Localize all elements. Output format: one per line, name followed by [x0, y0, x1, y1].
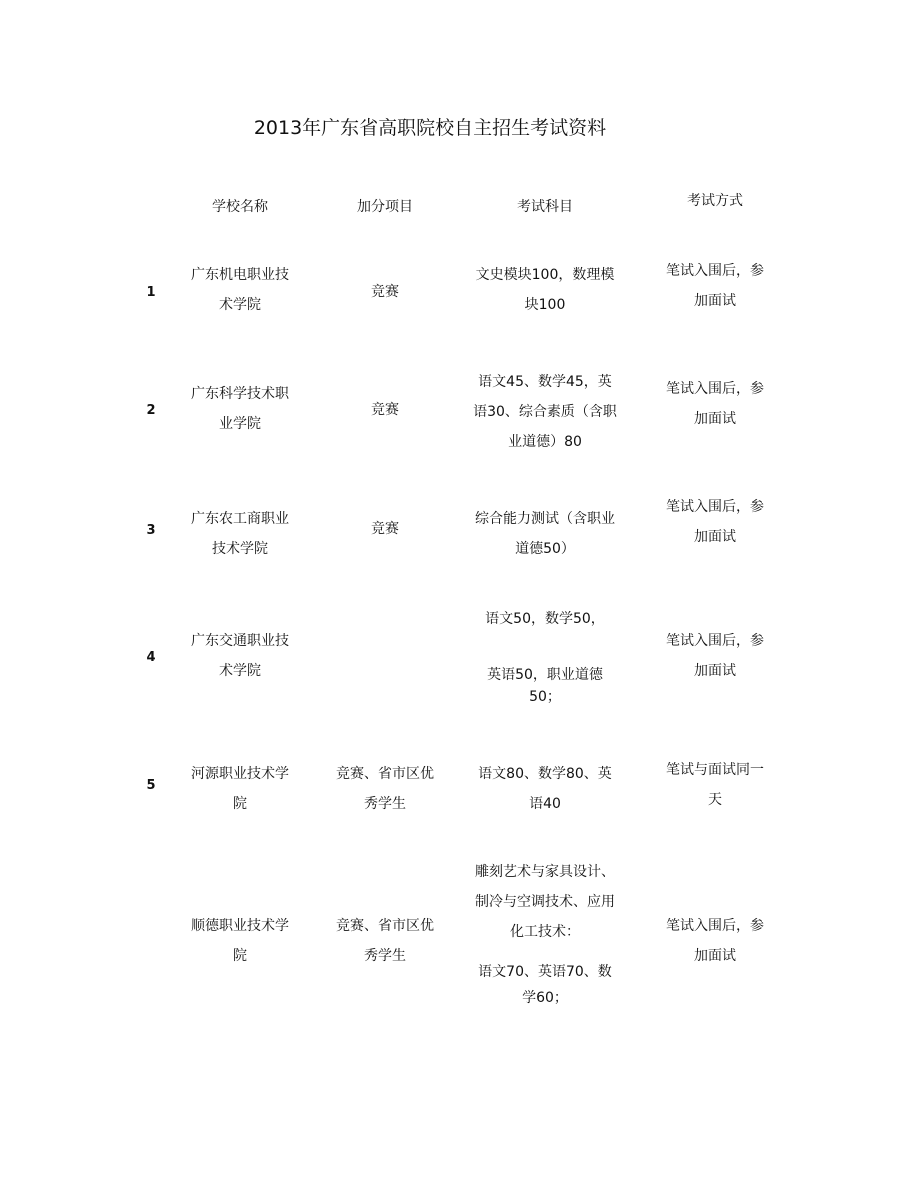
school-name — [175, 759, 305, 819]
school-line: 技术学院 — [212, 541, 268, 557]
subject-line: 学60； — [522, 990, 568, 1006]
school-line: 业学院 — [219, 416, 261, 432]
subject-line: 道德50） — [515, 541, 575, 557]
school-line: 广东机电职业技 — [191, 267, 289, 283]
school-line: 广东农工商职业 — [191, 511, 289, 527]
exam-method — [650, 256, 780, 316]
subject-line: 化工技术： — [510, 924, 580, 940]
school-name — [175, 379, 305, 439]
bonus-items — [320, 759, 450, 819]
method-line: 笔试入围后，参 — [666, 918, 764, 934]
bonus-items — [320, 514, 450, 544]
subject-line: 雕刻艺术与家具设计、 — [475, 864, 615, 880]
row-number: 2 — [146, 403, 156, 418]
bonus-line: 竞赛、省市区优 — [336, 918, 434, 934]
exam-method — [650, 492, 780, 552]
subject-line: 文史模块100，数理模 — [475, 267, 615, 283]
row-number: 1 — [146, 285, 156, 300]
subject-line: 制冷与空调技术、应用 — [475, 894, 615, 910]
header-method: 考试方式 — [687, 193, 743, 209]
method-line: 加面试 — [694, 293, 736, 309]
school-line: 院 — [233, 796, 247, 812]
subject-line: 语文50，数学50， — [485, 611, 605, 627]
exam-subjects — [460, 367, 630, 457]
method-line: 加面试 — [694, 411, 736, 427]
exam-subjects — [460, 857, 630, 1009]
subject-line: 块100 — [524, 297, 566, 313]
subject-line: 语40 — [529, 796, 561, 812]
bonus-line: 竞赛 — [371, 402, 399, 418]
subject-line: 英语50，职业道德 — [487, 667, 603, 683]
row-number: 4 — [146, 650, 156, 665]
method-line: 笔试与面试同一 — [666, 762, 764, 778]
exam-method — [650, 755, 780, 815]
method-line: 笔试入围后，参 — [666, 263, 764, 279]
subject-line: 50； — [529, 689, 561, 705]
bonus-line: 竞赛、省市区优 — [336, 766, 434, 782]
bonus-items — [320, 277, 450, 307]
document-title: 2013年广东省高职院校自主招生考试资料 — [253, 117, 607, 139]
exam-method — [650, 911, 780, 971]
row-number: 5 — [146, 778, 156, 793]
school-line: 院 — [233, 948, 247, 964]
row-number: 3 — [146, 523, 156, 538]
method-line: 笔试入围后，参 — [666, 633, 764, 649]
school-line: 广东交通职业技 — [191, 633, 289, 649]
exam-subjects — [460, 604, 630, 704]
subject-line: 语30、综合素质（含职 — [473, 404, 617, 420]
exam-method — [650, 374, 780, 434]
school-line: 术学院 — [219, 663, 261, 679]
exam-subjects — [460, 504, 630, 564]
subject-line: 业道德）80 — [508, 434, 582, 450]
exam-subjects — [460, 759, 630, 819]
bonus-line: 秀学生 — [364, 796, 406, 812]
method-line: 笔试入围后，参 — [666, 499, 764, 515]
exam-subjects — [460, 260, 630, 320]
school-line: 顺德职业技术学 — [191, 918, 289, 934]
subject-line: 语文80、数学80、英 — [478, 766, 612, 782]
exam-method — [650, 626, 780, 686]
subject-line: 语文45、数学45，英 — [478, 374, 612, 390]
school-name — [175, 504, 305, 564]
bonus-items — [320, 395, 450, 425]
header-subjects: 考试科目 — [517, 199, 573, 215]
method-line: 加面试 — [694, 529, 736, 545]
subject-line: 语文70、英语70、数 — [478, 964, 612, 980]
bonus-items — [320, 911, 450, 971]
bonus-line: 秀学生 — [364, 948, 406, 964]
bonus-line: 竞赛 — [371, 284, 399, 300]
school-line: 术学院 — [219, 297, 261, 313]
bonus-line: 竞赛 — [371, 521, 399, 537]
school-line: 河源职业技术学 — [191, 766, 289, 782]
header-school: 学校名称 — [212, 199, 268, 215]
header-bonus: 加分项目 — [357, 199, 413, 215]
school-name — [175, 911, 305, 971]
school-line: 广东科学技术职 — [191, 386, 289, 402]
method-line: 加面试 — [694, 948, 736, 964]
subject-line: 综合能力测试（含职业 — [475, 511, 615, 527]
school-name — [175, 260, 305, 320]
method-line: 笔试入围后，参 — [666, 381, 764, 397]
school-name — [175, 626, 305, 686]
method-line: 天 — [708, 792, 722, 808]
method-line: 加面试 — [694, 663, 736, 679]
